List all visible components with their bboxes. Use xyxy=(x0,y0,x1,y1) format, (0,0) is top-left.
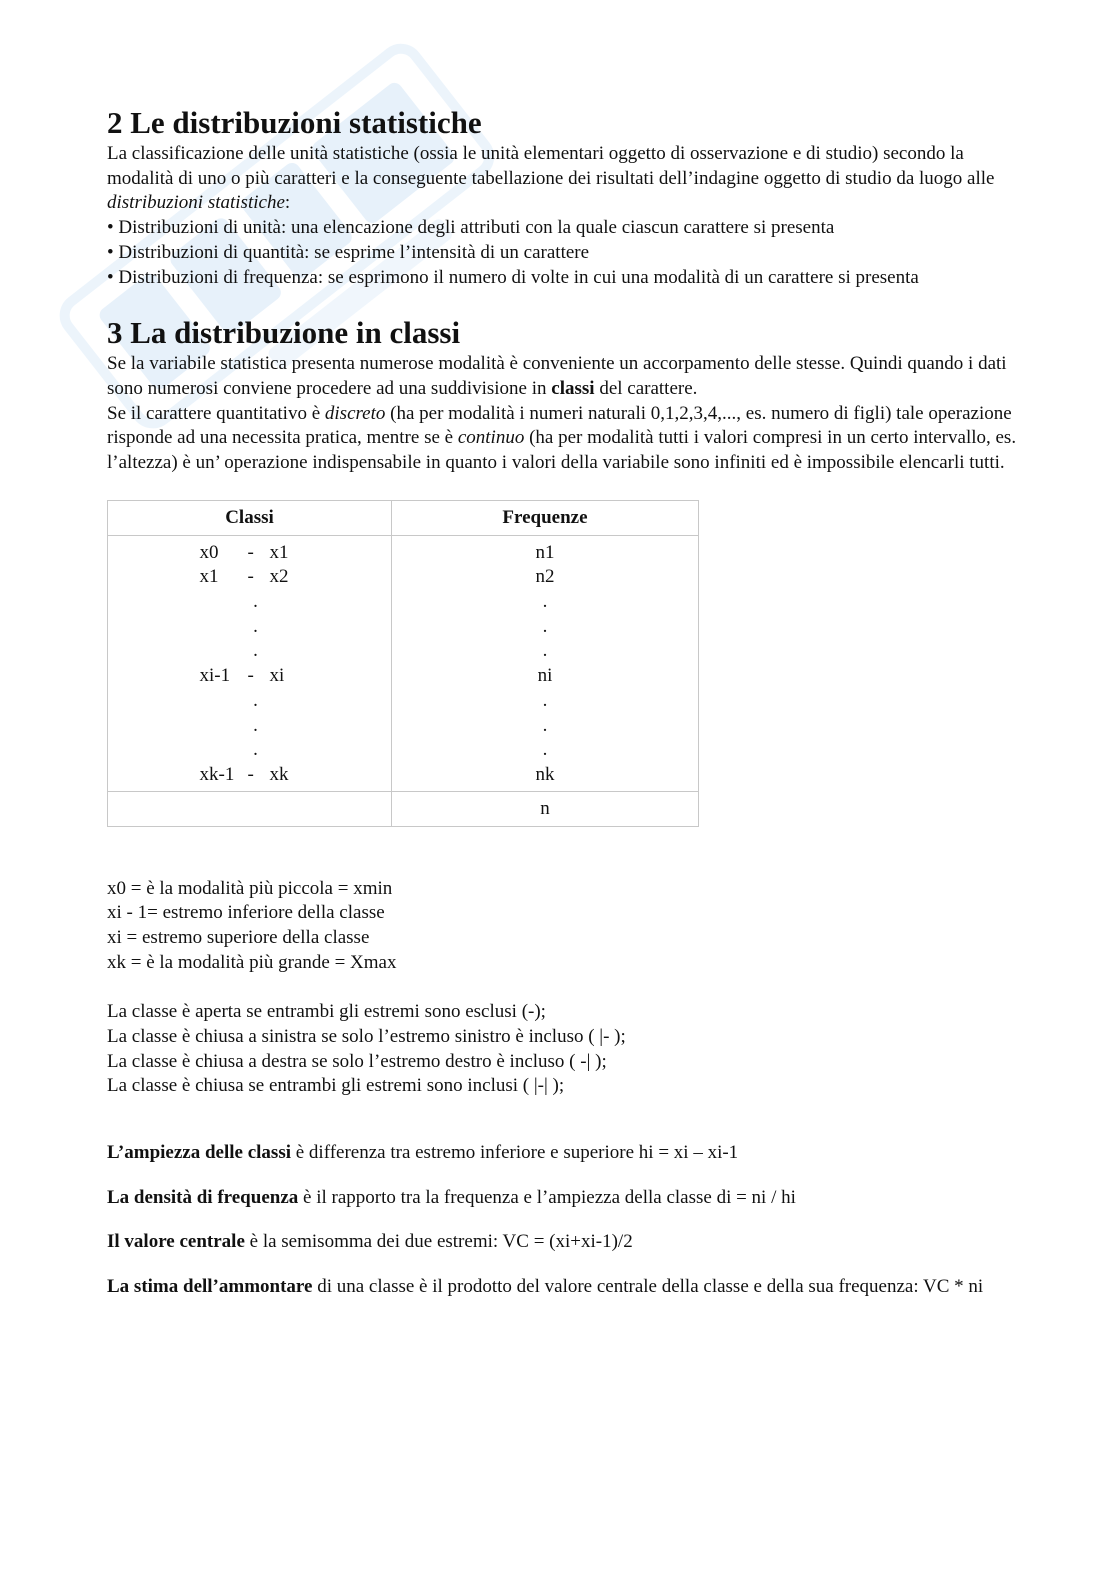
paragraph-text: (ha per modalità i numeri naturali 0,1,2,3,4,..., es. numero di figli) tale operazione risponde ad una necessita pratica, mentre se è xyxy=(107,402,1012,449)
class-interval xyxy=(108,689,391,714)
formula-term: Il valore centrale xyxy=(107,1231,245,1253)
spacer xyxy=(107,1255,1017,1275)
intro-emphasis: distribuzioni statistiche xyxy=(107,192,285,214)
frequency-value: ni xyxy=(537,665,553,687)
interval-pair xyxy=(200,565,300,590)
section-2-intro xyxy=(107,142,1017,216)
class-interval xyxy=(108,565,391,590)
section-3-paragraph-1 xyxy=(107,352,1017,401)
formula-text: di una classe è il prodotto del valore centrale della classe e della sua frequenza: VC * ni xyxy=(312,1276,984,1298)
paragraph-text-end: del carattere. xyxy=(594,377,698,399)
frequencies-column xyxy=(392,535,699,791)
classes-table xyxy=(107,500,699,827)
class-interval xyxy=(108,541,391,566)
ellipsis-dot: . xyxy=(253,714,258,736)
frequency-value: . xyxy=(542,640,548,662)
spacer xyxy=(107,1210,1017,1230)
paragraph-bold: classi xyxy=(551,377,595,399)
total-left-cell xyxy=(108,791,392,826)
section-3-title: 3 La distribuzione in classi xyxy=(107,315,461,351)
ellipsis-dot: . xyxy=(253,739,258,761)
table-header-row xyxy=(108,500,699,535)
class-type-line: La classe è chiusa se entrambi gli estremi sono inclusi ( |-| ); xyxy=(107,1075,565,1097)
total-frequency-cell: n xyxy=(392,791,699,826)
interval-pair xyxy=(200,664,300,689)
formula-term: La stima dell’ammontare xyxy=(107,1276,313,1298)
section-3-paragraph-2 xyxy=(107,402,1017,476)
frequencies-cell xyxy=(392,536,698,791)
classes-column xyxy=(108,535,392,791)
interval-dash: - xyxy=(247,566,254,588)
interval-dash: - xyxy=(247,541,254,563)
interval-dash: - xyxy=(247,665,254,687)
class-type-line: La classe è chiusa a sinistra se solo l’estremo sinistro è incluso ( |- ); xyxy=(107,1025,626,1047)
frequency-value: . xyxy=(542,714,548,736)
formula-text: è la semisomma dei due estremi: VC = (xi+xi-1)/2 xyxy=(244,1231,633,1253)
frequency-value: n1 xyxy=(535,541,555,563)
class-type-line: La classe è chiusa a destra se solo l’estremo destro è incluso ( -| ); xyxy=(107,1050,607,1072)
frequency-value: . xyxy=(542,615,548,637)
section-2-title: 2 Le distribuzioni statistiche xyxy=(107,105,482,140)
spacer xyxy=(107,975,1017,1000)
class-interval xyxy=(108,639,391,664)
intro-text: La classificazione delle unità statistiche (ossia le unità elementari oggetto di osservazione e di studio) secondo la modalità di uno o più caratteri e la conseguente tabellazione dei risultati dell’indagine oggetto di studio da luogo alle xyxy=(107,143,995,189)
frequency-value: n2 xyxy=(535,566,555,588)
classes-cell xyxy=(108,536,391,791)
ellipsis-dot: . xyxy=(253,615,258,637)
upper-bound: xk xyxy=(269,763,289,785)
frequency-value: . xyxy=(542,591,548,613)
class-interval xyxy=(108,615,391,640)
lower-bound: x0 xyxy=(199,541,219,563)
upper-bound: xi xyxy=(269,665,285,687)
header-frequenze: Frequenze xyxy=(392,500,699,535)
spacer xyxy=(107,1166,1017,1186)
definitions-block xyxy=(107,877,1017,1300)
bullet-item: • Distribuzioni di frequenza: se esprimono il numero di volte in cui una modalità di un carattere si presenta xyxy=(107,266,919,288)
table-total-row xyxy=(108,791,699,826)
definition-line: xi = estremo superiore della classe xyxy=(107,927,370,949)
formula-term: La densità di frequenza xyxy=(107,1186,299,1208)
frequency-value: . xyxy=(542,739,548,761)
class-interval xyxy=(108,763,391,788)
table-body-row xyxy=(108,535,699,791)
definition-line: xk = è la modalità più grande = Xmax xyxy=(107,951,397,973)
intro-text-end: : xyxy=(284,192,291,214)
interval-dash: - xyxy=(247,763,254,785)
interval-pair xyxy=(200,763,300,788)
formula-densita xyxy=(107,1186,1017,1211)
definition-line: x0 = è la modalità più piccola = xmin xyxy=(107,877,393,899)
document-page xyxy=(107,104,1017,1300)
upper-bound: x2 xyxy=(269,566,289,588)
header-classi: Classi xyxy=(108,500,392,535)
formula-ampiezza xyxy=(107,1141,1017,1166)
class-interval xyxy=(108,664,391,689)
formula-valore-centrale xyxy=(107,1230,1017,1255)
definition-line: xi - 1= estremo inferiore della classe xyxy=(107,902,385,924)
frequency-value: nk xyxy=(535,763,555,785)
class-type-line: La classe è aperta se entrambi gli estremi sono esclusi (-); xyxy=(107,1001,546,1023)
upper-bound: x1 xyxy=(269,541,289,563)
bullet-item: • Distribuzioni di unità: una elencazione degli attributi con la quale ciascun carattere si presenta xyxy=(107,217,835,239)
bullet-item: • Distribuzioni di quantità: se esprime l’intensità di un carattere xyxy=(107,241,590,263)
formula-text: è differenza tra estremo inferiore e superiore hi = xi – xi-1 xyxy=(291,1141,739,1163)
frequency-value: . xyxy=(542,689,548,711)
interval-pair xyxy=(200,541,300,566)
ellipsis-dot: . xyxy=(253,689,258,711)
paragraph-text: Se il carattere quantitativo è xyxy=(107,402,325,424)
lower-bound: xk-1 xyxy=(199,763,235,785)
paragraph-emphasis-discreto: discreto xyxy=(324,402,386,424)
lower-bound: xi-1 xyxy=(199,665,231,687)
spacer xyxy=(107,1099,1017,1141)
class-interval xyxy=(108,590,391,615)
paragraph-emphasis-continuo: continuo xyxy=(457,427,525,449)
formula-term: L’ampiezza delle classi xyxy=(107,1141,291,1163)
formula-text: è il rapporto tra la frequenza e l’ampiezza della classe di = ni / hi xyxy=(298,1186,796,1208)
ellipsis-dot: . xyxy=(253,591,258,613)
class-interval xyxy=(108,714,391,739)
paragraph-text-end: (ha per modalità tutti i valori compresi in un certo intervallo, es. l’altezza) è un’ operazione indispensabile in quanto i valori della variabile sono infiniti ed è impossibile elencarli tutti. xyxy=(107,427,1017,474)
formula-stima-ammontare xyxy=(107,1275,1017,1300)
ellipsis-dot: . xyxy=(253,640,258,662)
lower-bound: x1 xyxy=(199,566,219,588)
class-interval xyxy=(108,738,391,763)
paragraph-text: Se la variabile statistica presenta numerose modalità è conveniente un accorpamento delle stesse. Quindi quando i dati sono numerosi conviene procedere ad una suddivisione in xyxy=(107,353,1007,399)
